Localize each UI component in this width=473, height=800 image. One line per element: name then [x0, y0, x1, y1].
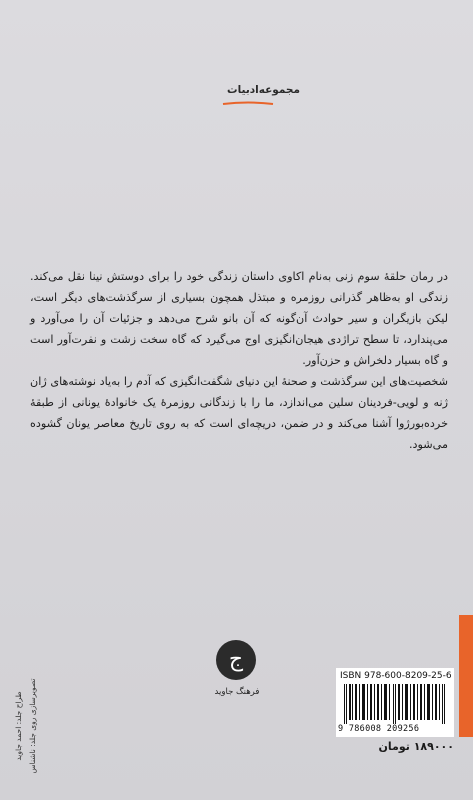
publisher-logo-circle: [216, 640, 256, 680]
publisher-mark-icon: ج: [228, 647, 244, 672]
isbn-barcode-box: [336, 668, 454, 737]
description-paragraph-2: شخصیت‌های این سرگذشت و صحنهٔ این دنیای شگفت‌انگیزی که آدم را به‌یاد نوشته‌های ژان ژنه و لویی-فردینان سلین می‌اندازد، ما را با زندگانی روزمرهٔ یک خانوادهٔ یونانی از طبقهٔ خرده‌بورژوا آشنا می‌کند و در ضمن، دریچه‌ای است که به روی تاریخ معاصر یونان گشوده می‌شود.: [30, 375, 448, 451]
description-paragraph-1: در رمان حلقهٔ سوم زنی به‌نام اکاوی داستان زندگی خود را برای دوستش نینا نقل می‌کند. زندگی او به‌ظاهر گذرانی روزمره و مبتذل همچون بسیاری از سرگذشت‌های دیگر است، لیکن بازیگران و سیر حوادث آن‌گونه که آن بانو شرح می‌دهد و جزئیات آن را می‌آورد و می‌پندارد، تا سطح تراژدی هیجان‌انگیزی اوج می‌گیرد که گاه سخت زشت و نفرت‌آور است و گاه بسیار دلخراش و حزن‌آور.: [30, 270, 448, 367]
cover-credits: [10, 666, 44, 786]
barcode-icon: [342, 684, 448, 724]
illustration-credit: تصویرسازی روی جلد: ناشناس: [28, 678, 37, 774]
series-title: مجموعه‌ادبیات: [227, 84, 300, 96]
publisher-name: فرهنگ جاوید: [214, 687, 260, 697]
isbn-label: ISBN 978-600-8209-25-6: [340, 671, 452, 681]
publisher-logo: [202, 640, 272, 730]
book-description: [30, 266, 448, 455]
price-label: ۱۸۹۰۰۰ تومان: [378, 740, 454, 753]
series-underline: [222, 101, 274, 105]
orange-edge-strip: [459, 615, 473, 737]
barcode-digits: 9 786008 209256: [338, 724, 420, 734]
designer-credit: طراح جلد: احمد جاوید: [14, 691, 23, 761]
